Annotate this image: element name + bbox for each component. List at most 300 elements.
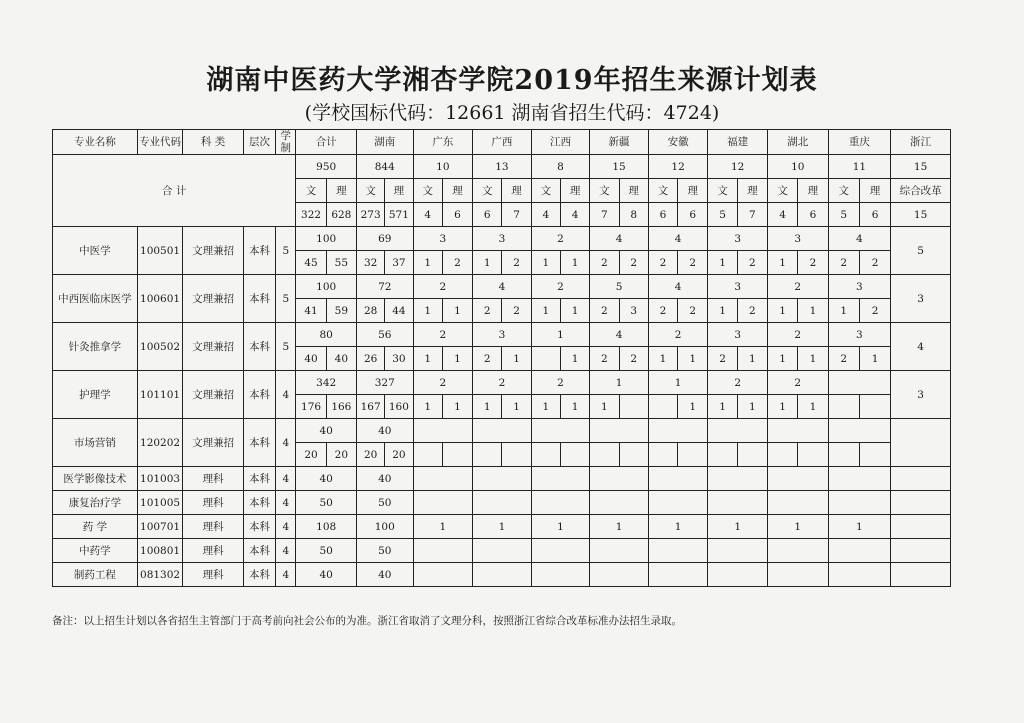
- split-value: 7: [737, 203, 767, 227]
- split-value: 1: [442, 395, 472, 419]
- major-total: 50: [296, 491, 357, 515]
- major-years: 4: [276, 419, 296, 467]
- split-value: 273: [356, 203, 384, 227]
- major-total: 50: [296, 539, 357, 563]
- split-value: 160: [385, 395, 413, 419]
- split-value: 1: [413, 299, 442, 323]
- split-value: 6: [648, 203, 677, 227]
- major-row: [53, 323, 951, 347]
- major-total: [473, 491, 532, 515]
- science-major-row: [53, 491, 951, 515]
- major-type: 文理兼招: [183, 419, 244, 467]
- wen-label: 文: [828, 179, 859, 203]
- split-value: 2: [798, 251, 828, 275]
- split-value: [590, 443, 619, 467]
- major-total: [648, 491, 708, 515]
- split-value: [767, 443, 797, 467]
- column-header: 新疆: [590, 130, 649, 155]
- major-total: 2: [531, 275, 590, 299]
- split-value: 2: [590, 347, 619, 371]
- major-total: 4: [473, 275, 532, 299]
- major-name: 康复治疗学: [53, 491, 138, 515]
- split-value: 30: [385, 347, 413, 371]
- major-total: 40: [356, 419, 413, 443]
- wen-label: 文: [356, 179, 384, 203]
- wen-label: 文: [648, 179, 677, 203]
- column-header: 合计: [296, 130, 357, 155]
- split-value: 55: [326, 251, 356, 275]
- major-name: 药 学: [53, 515, 138, 539]
- split-value: 6: [798, 203, 828, 227]
- major-total: 50: [356, 491, 413, 515]
- li-label: 理: [560, 179, 589, 203]
- major-total: 1: [413, 515, 473, 539]
- major-total: 69: [356, 227, 413, 251]
- split-value: 1: [767, 299, 797, 323]
- li-label: 理: [678, 179, 708, 203]
- split-value: 1: [678, 347, 708, 371]
- wen-label: 文: [767, 179, 797, 203]
- major-total: [767, 563, 828, 587]
- major-total: 4: [590, 227, 649, 251]
- column-header: 专业名称: [53, 130, 138, 155]
- split-value: 1: [531, 395, 560, 419]
- major-total: [590, 467, 649, 491]
- column-header: 学制: [276, 130, 296, 155]
- major-level: 本科: [243, 539, 275, 563]
- major-type: 文理兼招: [183, 371, 244, 419]
- split-value: 1: [798, 347, 828, 371]
- split-value: 1: [560, 347, 589, 371]
- major-years: 4: [276, 539, 296, 563]
- li-label: 理: [385, 179, 413, 203]
- split-value: 32: [356, 251, 384, 275]
- major-code: 101003: [137, 467, 182, 491]
- split-value: 1: [413, 395, 442, 419]
- split-value: 1: [859, 347, 890, 371]
- major-total: [531, 539, 590, 563]
- major-total: 342: [296, 371, 357, 395]
- major-total: 2: [648, 323, 708, 347]
- total-value: 15: [590, 155, 649, 179]
- major-total: 2: [767, 323, 828, 347]
- major-type: 文理兼招: [183, 275, 244, 323]
- split-value: [531, 443, 560, 467]
- major-total: 100: [356, 515, 413, 539]
- major-years: 5: [276, 275, 296, 323]
- split-value: 4: [560, 203, 589, 227]
- split-value: 628: [326, 203, 356, 227]
- split-value: 1: [767, 251, 797, 275]
- split-value: 1: [442, 299, 472, 323]
- split-value: 1: [708, 251, 737, 275]
- column-header: 层次: [243, 130, 275, 155]
- major-total: [473, 539, 532, 563]
- major-years: 5: [276, 323, 296, 371]
- split-value: 1: [413, 347, 442, 371]
- major-years: 4: [276, 563, 296, 587]
- major-total: [473, 563, 532, 587]
- major-total: 80: [296, 323, 357, 347]
- split-value: 2: [473, 299, 502, 323]
- major-total: 1: [648, 515, 708, 539]
- split-value: 2: [859, 299, 890, 323]
- major-total: 1: [767, 515, 828, 539]
- science-major-row: [53, 563, 951, 587]
- split-value: [737, 443, 767, 467]
- major-code: 100601: [137, 275, 182, 323]
- split-value: 2: [442, 251, 472, 275]
- split-value: 7: [502, 203, 531, 227]
- split-value: 2: [737, 299, 767, 323]
- li-label: 理: [326, 179, 356, 203]
- major-row: [53, 371, 951, 395]
- wen-label: 文: [708, 179, 737, 203]
- enrollment-plan-table: [52, 129, 951, 587]
- major-level: 本科: [243, 563, 275, 587]
- li-label: 理: [619, 179, 648, 203]
- split-value: 5: [828, 203, 859, 227]
- split-value: 2: [828, 251, 859, 275]
- split-value: [442, 443, 472, 467]
- split-value: 2: [828, 347, 859, 371]
- split-value: 2: [648, 251, 677, 275]
- major-total: 327: [356, 371, 413, 395]
- major-code: 100501: [137, 227, 182, 275]
- split-value: [828, 395, 859, 419]
- split-value: [648, 443, 677, 467]
- major-name: 护理学: [53, 371, 138, 419]
- zhejiang-value: [891, 515, 951, 539]
- zhejiang-value: 15: [891, 203, 951, 227]
- major-code: 100801: [137, 539, 182, 563]
- split-value: 2: [648, 299, 677, 323]
- split-value: 571: [385, 203, 413, 227]
- wen-label: 文: [473, 179, 502, 203]
- split-value: [473, 443, 502, 467]
- split-value: 44: [385, 299, 413, 323]
- major-total: [828, 419, 891, 443]
- split-value: 322: [296, 203, 326, 227]
- split-value: 2: [859, 251, 890, 275]
- zhejiang-value: 5: [891, 227, 951, 275]
- major-name: 制药工程: [53, 563, 138, 587]
- split-value: 1: [531, 299, 560, 323]
- major-total: [413, 539, 473, 563]
- major-years: 4: [276, 491, 296, 515]
- split-value: 7: [590, 203, 619, 227]
- major-total: 2: [708, 371, 768, 395]
- total-value: 10: [413, 155, 473, 179]
- split-value: 1: [828, 299, 859, 323]
- document-subtitle: (学校国标代码：12661 湖南省招生代码：4724): [304, 102, 720, 124]
- split-value: [648, 395, 677, 419]
- column-header: 科 类: [183, 130, 244, 155]
- major-total: 1: [708, 515, 768, 539]
- split-value: 41: [296, 299, 326, 323]
- major-total: 40: [296, 419, 357, 443]
- split-value: 6: [442, 203, 472, 227]
- major-level: 本科: [243, 323, 275, 371]
- major-code: 100502: [137, 323, 182, 371]
- major-total: [413, 563, 473, 587]
- major-total: [531, 419, 590, 443]
- major-total: 3: [767, 227, 828, 251]
- split-value: [560, 443, 589, 467]
- split-value: 1: [737, 347, 767, 371]
- li-label: 理: [442, 179, 472, 203]
- wen-label: 文: [296, 179, 326, 203]
- split-value: [859, 443, 890, 467]
- major-type: 理科: [183, 467, 244, 491]
- major-total: 3: [828, 275, 891, 299]
- split-value: 1: [798, 395, 828, 419]
- major-total: [708, 419, 768, 443]
- major-total: [413, 467, 473, 491]
- split-value: 26: [356, 347, 384, 371]
- major-total: 3: [708, 323, 768, 347]
- footnote: 备注：以上招生计划以各省招生主管部门于高考前向社会公布的为准。浙江省取消了文理分科，按照浙江省综合改革标准办法招生录取。: [52, 615, 682, 627]
- science-major-row: [53, 467, 951, 491]
- split-value: 20: [385, 443, 413, 467]
- total-value: 10: [767, 155, 828, 179]
- major-total: 3: [708, 275, 768, 299]
- column-header: 江西: [531, 130, 590, 155]
- major-name: 中医学: [53, 227, 138, 275]
- major-total: [828, 491, 891, 515]
- column-header: 湖北: [767, 130, 828, 155]
- science-major-row: [53, 539, 951, 563]
- split-value: 6: [473, 203, 502, 227]
- major-total: [473, 467, 532, 491]
- major-total: 3: [473, 227, 532, 251]
- major-level: 本科: [243, 371, 275, 419]
- split-value: 1: [798, 299, 828, 323]
- major-type: 文理兼招: [183, 227, 244, 275]
- major-total: [767, 491, 828, 515]
- major-name: 中药学: [53, 539, 138, 563]
- split-value: 20: [296, 443, 326, 467]
- wen-label: 文: [531, 179, 560, 203]
- split-value: 45: [296, 251, 326, 275]
- major-total: 2: [413, 371, 473, 395]
- major-total: 40: [296, 467, 357, 491]
- split-value: 1: [560, 251, 589, 275]
- major-total: 1: [531, 323, 590, 347]
- major-years: 4: [276, 467, 296, 491]
- major-type: 理科: [183, 491, 244, 515]
- zhejiang-value: [891, 563, 951, 587]
- li-label: 理: [502, 179, 531, 203]
- split-value: 1: [502, 395, 531, 419]
- major-total: [531, 467, 590, 491]
- major-total: [828, 563, 891, 587]
- major-total: [531, 563, 590, 587]
- major-total: [590, 539, 649, 563]
- major-total: [413, 491, 473, 515]
- column-header: 安徽: [648, 130, 708, 155]
- document-title: 湖南中医药大学湘杏学院2019年招生来源计划表: [206, 65, 818, 96]
- split-value: 1: [737, 395, 767, 419]
- major-total: [708, 539, 768, 563]
- major-total: 100: [296, 275, 357, 299]
- split-value: 1: [708, 299, 737, 323]
- major-total: 3: [708, 227, 768, 251]
- zhejiang-value: 4: [891, 323, 951, 371]
- split-value: 6: [859, 203, 890, 227]
- major-total: [590, 563, 649, 587]
- total-value: 950: [296, 155, 357, 179]
- major-row: [53, 419, 951, 443]
- major-total: [767, 419, 828, 443]
- split-value: 4: [531, 203, 560, 227]
- major-total: 5: [590, 275, 649, 299]
- major-total: 4: [828, 227, 891, 251]
- split-value: 2: [619, 251, 648, 275]
- column-header: 浙江: [891, 130, 951, 155]
- column-header: 专业代码: [137, 130, 182, 155]
- split-value: 2: [678, 251, 708, 275]
- zhejiang-value: [891, 491, 951, 515]
- split-value: [828, 443, 859, 467]
- split-value: 6: [678, 203, 708, 227]
- wen-label: 文: [590, 179, 619, 203]
- major-name: 医学影像技术: [53, 467, 138, 491]
- major-total: 40: [356, 467, 413, 491]
- split-value: [531, 347, 560, 371]
- science-major-row: [53, 515, 951, 539]
- major-total: [413, 419, 473, 443]
- split-value: 20: [356, 443, 384, 467]
- major-total: 3: [413, 227, 473, 251]
- split-value: 2: [502, 251, 531, 275]
- li-label: 理: [737, 179, 767, 203]
- major-level: 本科: [243, 275, 275, 323]
- column-header: 广东: [413, 130, 473, 155]
- li-label: 理: [798, 179, 828, 203]
- major-total: [767, 467, 828, 491]
- major-total: 2: [531, 227, 590, 251]
- split-value: 1: [560, 395, 589, 419]
- zhejiang-value: 3: [891, 275, 951, 323]
- split-value: 4: [767, 203, 797, 227]
- major-total: 3: [828, 323, 891, 347]
- zhejiang-value: [891, 539, 951, 563]
- major-level: 本科: [243, 467, 275, 491]
- major-total: [590, 419, 649, 443]
- split-value: 1: [678, 395, 708, 419]
- major-total: 2: [473, 371, 532, 395]
- split-value: 28: [356, 299, 384, 323]
- split-value: 5: [708, 203, 737, 227]
- split-value: 1: [442, 347, 472, 371]
- major-total: 2: [413, 323, 473, 347]
- major-row: [53, 275, 951, 299]
- major-level: 本科: [243, 515, 275, 539]
- split-value: 2: [678, 299, 708, 323]
- split-value: 166: [326, 395, 356, 419]
- column-header: 福建: [708, 130, 768, 155]
- split-value: [798, 443, 828, 467]
- split-value: 40: [296, 347, 326, 371]
- major-total: [767, 539, 828, 563]
- split-value: 1: [767, 347, 797, 371]
- split-value: 2: [473, 347, 502, 371]
- split-value: [619, 443, 648, 467]
- major-total: 1: [531, 515, 590, 539]
- major-total: 72: [356, 275, 413, 299]
- major-total: [708, 467, 768, 491]
- split-value: 176: [296, 395, 326, 419]
- split-value: 2: [590, 299, 619, 323]
- split-value: 1: [473, 395, 502, 419]
- split-value: [413, 443, 442, 467]
- major-total: 40: [356, 563, 413, 587]
- split-value: 167: [356, 395, 384, 419]
- split-value: 1: [708, 395, 737, 419]
- major-code: 101101: [137, 371, 182, 419]
- major-total: [708, 491, 768, 515]
- major-total: [708, 563, 768, 587]
- major-total: 4: [648, 275, 708, 299]
- zhejiang-value: 3: [891, 371, 951, 419]
- total-value: 8: [531, 155, 590, 179]
- zhejiang-value: [891, 419, 951, 467]
- split-value: 3: [619, 299, 648, 323]
- column-header: 湖南: [356, 130, 413, 155]
- major-level: 本科: [243, 419, 275, 467]
- major-total: 1: [473, 515, 532, 539]
- major-level: 本科: [243, 227, 275, 275]
- major-total: [828, 539, 891, 563]
- column-header: 广西: [473, 130, 532, 155]
- split-value: 1: [560, 299, 589, 323]
- total-value: 844: [356, 155, 413, 179]
- split-value: 59: [326, 299, 356, 323]
- major-total: 100: [296, 227, 357, 251]
- split-value: 1: [531, 251, 560, 275]
- major-years: 4: [276, 371, 296, 419]
- split-value: 37: [385, 251, 413, 275]
- li-label: 理: [859, 179, 890, 203]
- major-total: 1: [590, 371, 649, 395]
- major-total: 4: [648, 227, 708, 251]
- header-row: [53, 130, 951, 155]
- split-value: 2: [619, 347, 648, 371]
- total-value: 15: [891, 155, 951, 179]
- split-value: [619, 395, 648, 419]
- split-value: 20: [326, 443, 356, 467]
- major-total: [648, 539, 708, 563]
- total-value: 12: [648, 155, 708, 179]
- split-value: 2: [502, 299, 531, 323]
- major-type: 文理兼招: [183, 323, 244, 371]
- split-value: 1: [590, 395, 619, 419]
- major-name: 针灸推拿学: [53, 323, 138, 371]
- split-value: [678, 443, 708, 467]
- split-value: 1: [502, 347, 531, 371]
- split-value: 1: [413, 251, 442, 275]
- split-value: [502, 443, 531, 467]
- major-code: 120202: [137, 419, 182, 467]
- major-code: 101005: [137, 491, 182, 515]
- major-total: [828, 467, 891, 491]
- major-total: 2: [767, 371, 828, 395]
- major-total: 1: [590, 515, 649, 539]
- split-value: 2: [590, 251, 619, 275]
- major-years: 4: [276, 515, 296, 539]
- major-total: 4: [590, 323, 649, 347]
